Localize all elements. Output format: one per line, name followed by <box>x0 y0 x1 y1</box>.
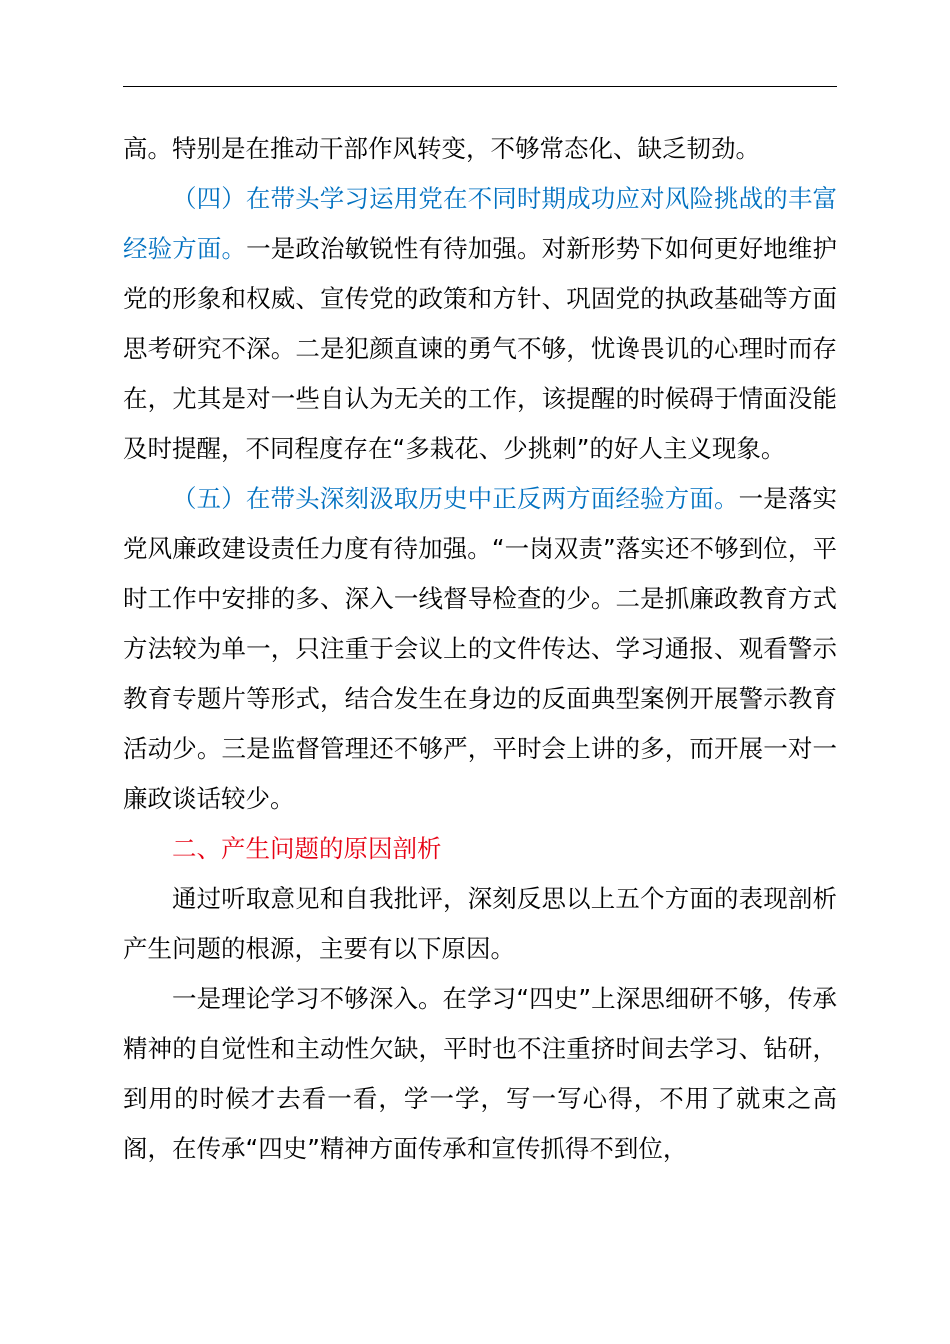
section-heading-five: （五）在带头深刻汲取历史中正反两方面经验方面。 <box>172 484 739 513</box>
paragraph-text: 高。特别是在推动干部作风转变，不够常态化、缺乏韧劲。 <box>123 134 760 163</box>
paragraph-cause-one <box>123 974 837 1174</box>
paragraph-text: 一是理论学习不够深入。在学习“四史”上深思细研不够，传承精神的自觉性和主动性欠缺，平时也不注重挤时间去学习、钻研，到用的时候才去看一看，学一学，写一写心得，不用了就束之高阁，在传承“四史”精神方面传承和宣传抓得不到位， <box>123 984 837 1163</box>
paragraph-section-five <box>123 474 837 824</box>
paragraph-text: 一是政治敏锐性有待加强。对新形势下如何更好地维护党的形象和权威、宣传党的政策和方针、巩固党的执政基础等方面思考研究不深。二是犯颜直谏的勇气不够，忧谗畏讥的心理时而存在，尤其是对一些自认为无关的工作，该提醒的时候碍于情面没能及时提醒，不同程度存在“多栽花、少挑刺”的好人主义现象。 <box>123 234 837 463</box>
paragraph-section-four <box>123 174 837 474</box>
chapter-heading: 二、产生问题的原因剖析 <box>172 834 442 863</box>
section-heading-four: （四）在带头学习运用党在不同时期成功应对风险挑战的丰富经验方面。 <box>123 184 837 263</box>
paragraph-continuation <box>123 124 837 174</box>
header-rule <box>123 86 837 87</box>
paragraph-text: 一是落实党风廉政建设责任力度有待加强。“一岗双责”落实还不够到位，平时工作中安排的多、深入一线督导检查的少。二是抓廉政教育方式方法较为单一，只注重于会议上的文件传达、学习通报、观看警示教育专题片等形式，结合发生在身边的反面典型案例开展警示教育活动少。三是监督管理还不够严，平时会上讲的多，而开展一对一廉政谈话较少。 <box>123 484 837 813</box>
paragraph-intro <box>123 874 837 974</box>
chapter-heading-cause-analysis <box>123 824 837 874</box>
document-body <box>123 124 837 1174</box>
paragraph-text: 通过听取意见和自我批评，深刻反思以上五个方面的表现剖析产生问题的根源，主要有以下原因。 <box>123 884 837 963</box>
